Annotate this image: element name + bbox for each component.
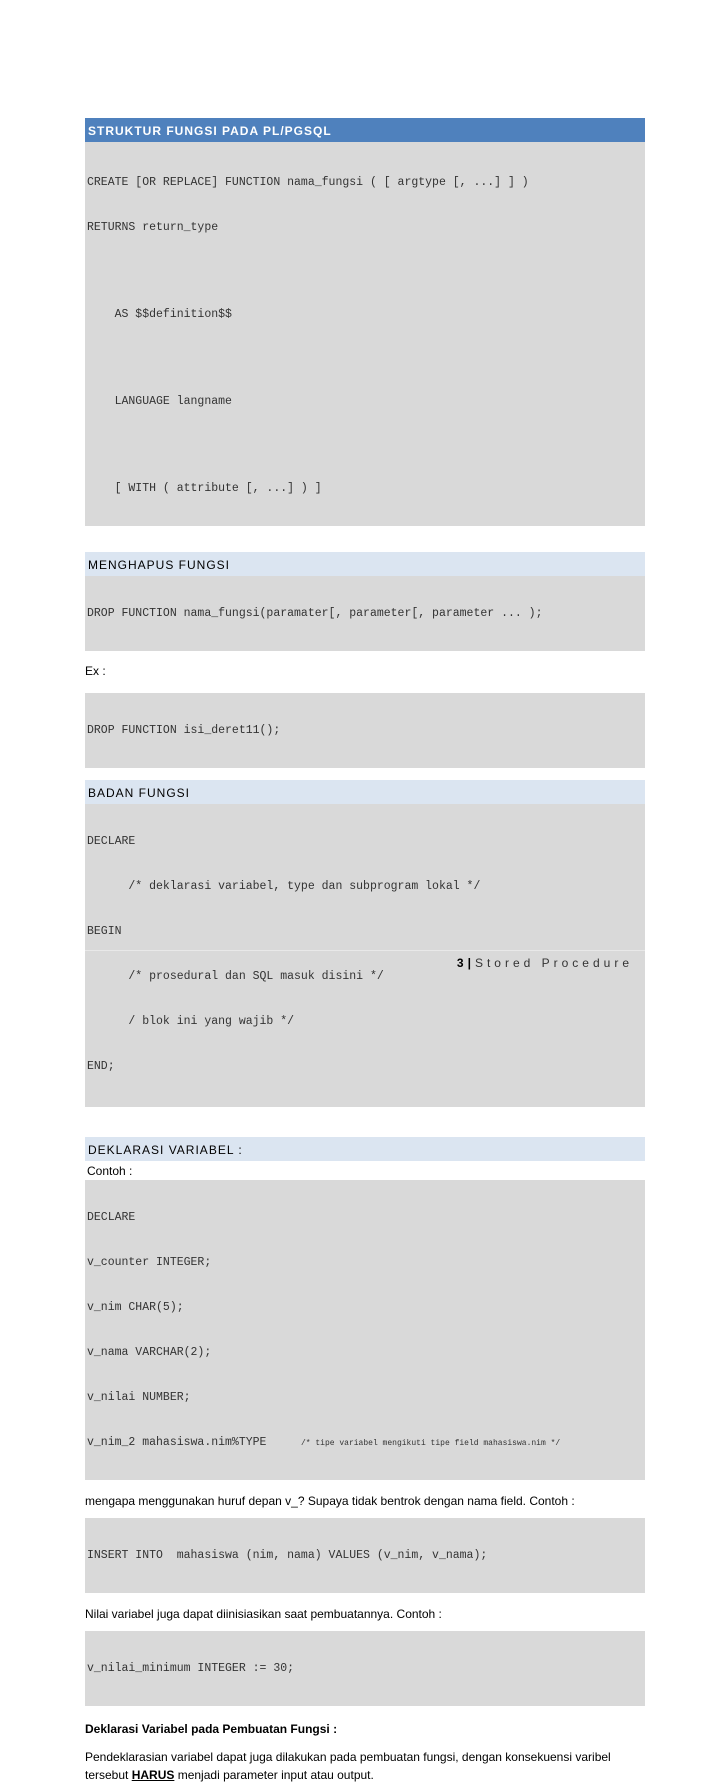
code-line: DECLARE [87, 835, 136, 848]
code-line: BEGIN [87, 925, 122, 938]
ex-label: Ex : [85, 664, 106, 678]
code-line: END; [87, 1060, 115, 1073]
contoh-label: Contoh : [87, 1164, 133, 1178]
paragraph-deklarasi-fungsi [85, 1748, 645, 1784]
section-header-deklarasi: DEKLARASI VARIABEL : [85, 1137, 645, 1161]
code-line [87, 265, 645, 277]
emphasis-harus: HARUS [131, 1768, 175, 1782]
subheading-deklarasi-fungsi: Deklarasi Variabel pada Pembuatan Fungsi : [85, 1722, 338, 1736]
page-footer [85, 950, 645, 981]
code-line: v_counter INTEGER; [87, 1256, 212, 1269]
code-block-init [85, 1631, 645, 1706]
paragraph-text: menjadi parameter input atau output. [174, 1768, 374, 1782]
code-line [87, 352, 645, 364]
code-line: v_nama VARCHAR(2); [87, 1346, 212, 1359]
code-line: /* deklarasi variabel, type dan subprogram lokal */ [87, 880, 481, 893]
code-block-declare [85, 1180, 645, 1480]
code-block-insert [85, 1518, 645, 1593]
page-number: 3 [456, 956, 464, 970]
paragraph-text: Pendeklarasian variabel dapat juga dilakukan pada pembuatan fungsi, dengan konsekuensi varibel [85, 1750, 611, 1764]
code-line: v_nilai NUMBER; [87, 1391, 191, 1404]
code-line: AS $$definition$$ [87, 308, 232, 321]
code-line: /* prosedural dan SQL masuk disini */ [87, 970, 384, 983]
footer-label [457, 956, 633, 970]
code-line: LANGUAGE langname [87, 395, 232, 408]
code-line [87, 439, 645, 451]
footer-title: Stored Procedure [474, 956, 633, 970]
code-line: RETURNS return_type [87, 221, 219, 234]
code-block-drop-example [85, 693, 645, 768]
code-line: / blok ini yang wajib */ [87, 1015, 295, 1028]
code-line: CREATE [OR REPLACE] FUNCTION nama_fungsi ( [ argtype [, ...] ] ) [87, 176, 529, 189]
code-line: INSERT INTO mahasiswa (nim, nama) VALUES (v_nim, v_nama); [87, 1549, 488, 1562]
code-line: DROP FUNCTION isi_deret11(); [87, 724, 281, 737]
code-text: v_nim_2 mahasiswa.nim%TYPE [87, 1436, 301, 1449]
section-header-badan: BADAN FUNGSI [85, 780, 645, 804]
footer-separator: | [467, 956, 471, 970]
section-header-menghapus: MENGHAPUS FUNGSI [85, 552, 645, 576]
code-line: v_nim CHAR(5); [87, 1301, 184, 1314]
code-line: v_nilai_minimum INTEGER := 30; [87, 1662, 295, 1675]
paragraph-text: tersebut [85, 1768, 132, 1782]
code-block-struktur [85, 142, 645, 526]
code-block-drop [85, 576, 645, 651]
code-comment: /* tipe variabel mengikuti tipe field mahasiswa.nim */ [300, 1439, 561, 1448]
paragraph-prefix-v: mengapa menggunakan huruf depan v_? Supaya tidak bentrok dengan nama field. Contoh : [85, 1494, 575, 1508]
code-line: DROP FUNCTION nama_fungsi(paramater[, parameter[, parameter ... ); [87, 607, 543, 620]
paragraph-init: Nilai variabel juga dapat diinisiasikan saat pembuatannya. Contoh : [85, 1607, 442, 1621]
code-line: DECLARE [87, 1211, 136, 1224]
code-line: [ WITH ( attribute [, ...] ) ] [87, 482, 322, 495]
code-line-nim2 [87, 1435, 645, 1450]
section-header-struktur: STRUKTUR FUNGSI PADA PL/PGSQL [85, 118, 645, 142]
